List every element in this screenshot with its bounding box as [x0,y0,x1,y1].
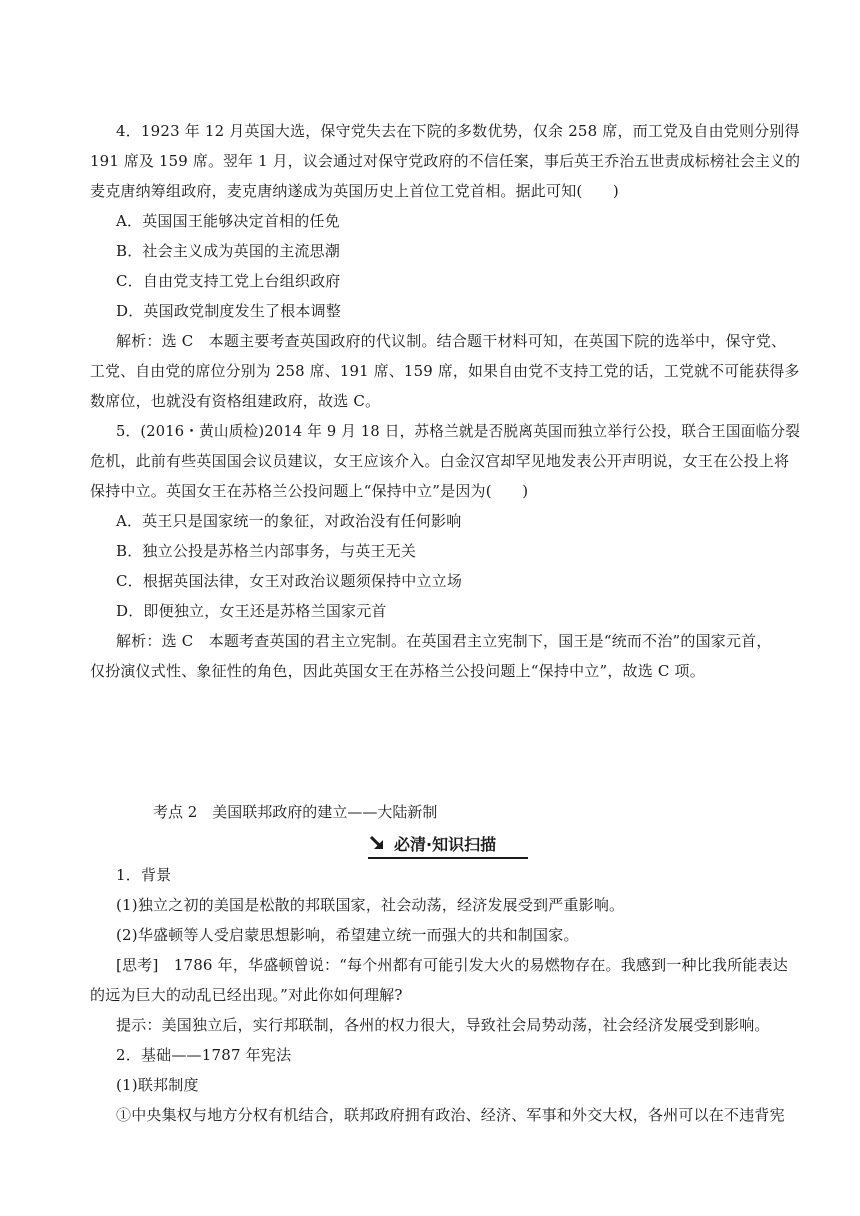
q4-stem-line-3: 麦克唐纳筹组政府，麦克唐纳遂成为英国历史上首位工党首相。据此可知( ) [90,182,619,200]
notes-heading-background: 1．背景 [116,866,172,884]
q5-stem-line-2: 危机，此前有些英国国会议员建议，女王应该介入。白金汉宫却罕见地发表公开声明说，女王在公投上将 [90,452,790,470]
think-line-1: [思考] 1786 年，华盛顿曾说：“每个州都有可能引发大火的易燃物存在。我感到一种比我所能表达 [116,956,788,974]
banner-underline [368,857,528,859]
think-line-2: 的远为巨大的动乱已经出现。”对此你如何理解? [90,986,403,1004]
q5-analysis-line-2: 仅扮演仪式性、象征性的角色，因此英国女王在苏格兰公投问题上“保持中立”，故选 C 项。 [90,662,705,680]
q4-option-b: B．社会主义成为英国的主流思潮 [116,242,341,260]
notes-point-2: (2)华盛顿等人受启蒙思想影响，希望建立统一而强大的共和制国家。 [116,926,579,944]
q4-analysis-line-3: 数席位，也就没有资格组建政府，故选 C。 [90,392,381,410]
q4-stem-line-1: 4．1923 年 12 月英国大选，保守党失去在下院的多数优势，仅余 258 席，而工党及自由党则分别得 [116,122,800,140]
notes-point-1: (1)独立之初的美国是松散的邦联国家，社会动荡，经济发展受到严重影响。 [116,896,625,914]
q4-analysis-line-2: 工党、自由党的席位分别为 258 席、191 席、159 席，如果自由党不支持工党的话，工党就不可能获得多 [90,362,800,380]
hint-line: 提示：美国独立后，实行邦联制，各州的权力很大，导致社会局势动荡，社会经济发展受到影响。 [116,1016,770,1034]
banner-label: 必清·知识扫描 [394,834,497,854]
q4-option-d: D．英国政党制度发生了根本调整 [116,302,342,320]
notes-federal-system: (1)联邦制度 [116,1076,199,1094]
q5-option-d: D．即便独立，女王还是苏格兰国家元首 [116,602,387,620]
q5-option-b: B．独立公投是苏格兰内部事务，与英王无关 [116,542,417,560]
q5-stem-line-1: 5．(2016・黄山质检)2014 年 9 月 18 日，苏格兰就是否脱离英国而独立举行公投，联合王国面临分裂 [116,422,801,440]
q5-analysis-line-1: 解析：选 C 本题考查英国的君主立宪制。在英国君主立宪制下，国王是“统而不治”的国家元首， [116,632,772,650]
q4-option-c: C．自由党支持工党上台组织政府 [116,272,341,290]
q4-analysis-line-1: 解析：选 C 本题主要考查英国政府的代议制。结合题干材料可知，在英国下院的选举中，保守党、 [116,332,787,350]
notes-federal-point-1: ①中央集权与地方分权有机结合，联邦政府拥有政治、经济、军事和外交大权，各州可以在不违背宪 [116,1106,785,1124]
q4-stem-line-2: 191 席及 159 席。翌年 1 月，议会通过对保守党政府的不信任案，事后英王乔治五世责成标榜社会主义的 [90,152,801,170]
knowledge-scan-banner [368,830,528,856]
q4-option-a: A．英国国王能够决定首相的任免 [116,212,340,230]
q5-option-a: A．英王只是国家统一的象征，对政治没有任何影响 [116,512,462,530]
notes-heading-foundation: 2．基础——1787 年宪法 [116,1046,292,1064]
q5-stem-line-3: 保持中立。英国女王在苏格兰公投问题上“保持中立”是因为( ) [90,482,529,500]
q5-option-c: C．根据英国法律，女王对政治议题须保持中立立场 [116,572,463,590]
arrow-down-right-icon [368,834,386,852]
section-heading: 考点 2 美国联邦政府的建立——大陆新制 [153,803,438,821]
